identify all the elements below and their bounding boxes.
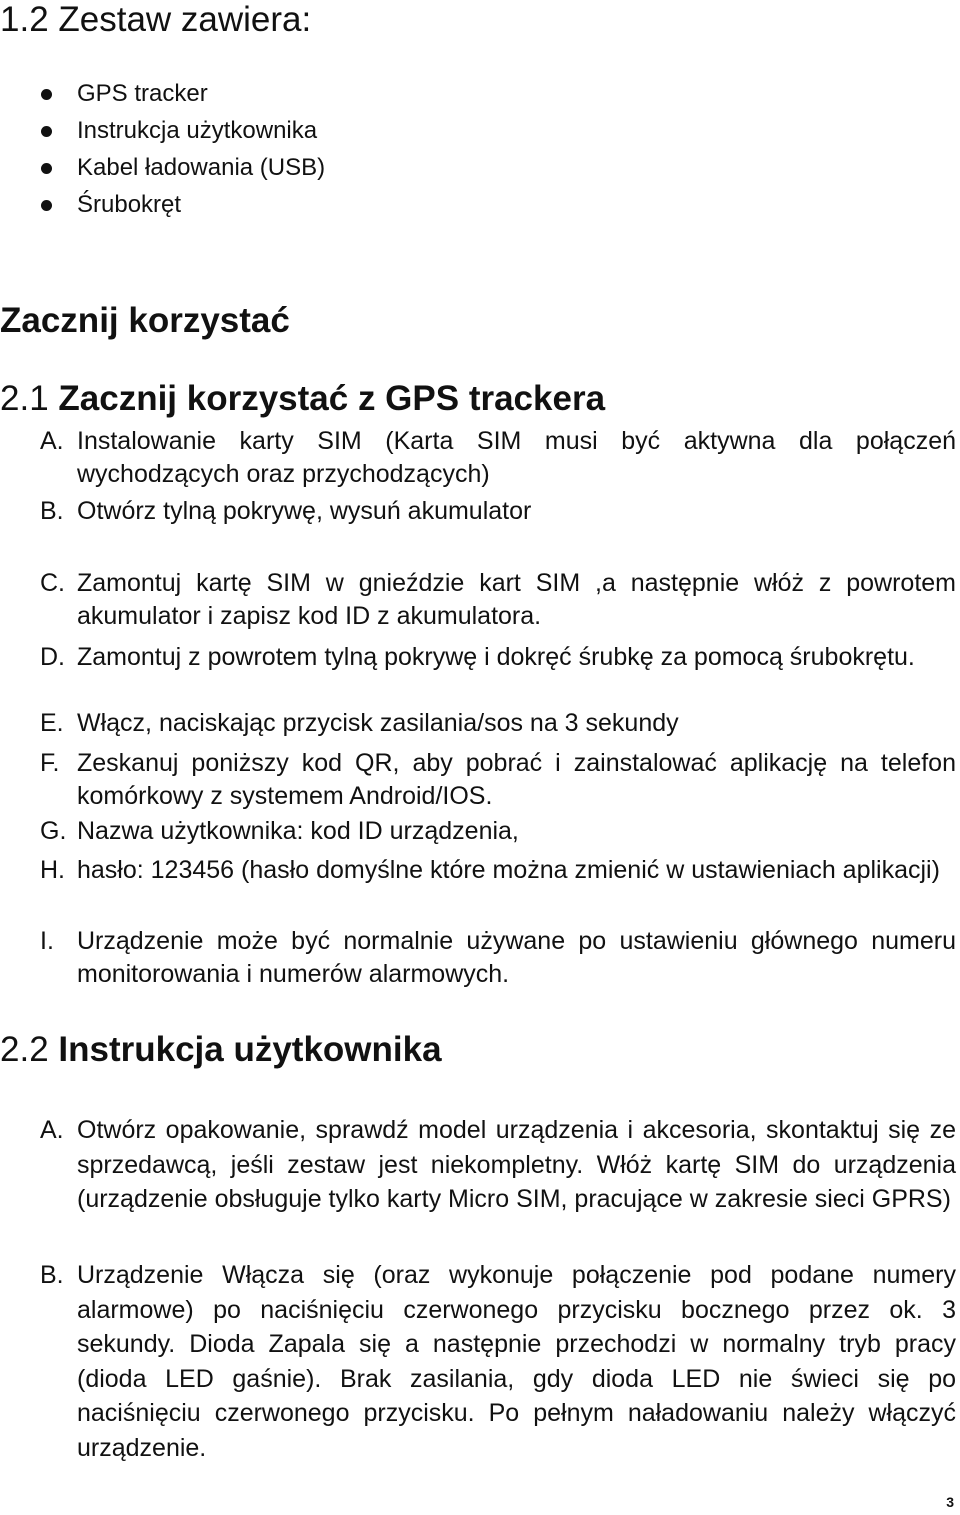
bullet-icon (41, 200, 52, 211)
step-label: B. (40, 497, 64, 525)
step-label: A. (40, 1116, 64, 1144)
step-text: Urządzenie może być normalnie używane po ustawieniu głównego numeru monitorowania i numerów alarmowych. (77, 927, 956, 988)
bullet-icon (41, 163, 52, 174)
list-item: Instrukcja użytkownika (77, 117, 318, 144)
step-label: I. (40, 927, 54, 955)
section-number: 2.1 (0, 379, 49, 418)
bullet-icon (41, 126, 52, 137)
step-label: B. (40, 1261, 64, 1289)
heading-start: Zacznij korzystać (0, 301, 290, 340)
step-label: C. (40, 569, 65, 597)
heading-contents: 1.2 Zestaw zawiera: (0, 0, 312, 39)
list-item: GPS tracker (77, 80, 208, 107)
section-title: Zacznij korzystać z GPS trackera (58, 379, 606, 418)
step-label: A. (40, 427, 64, 455)
section-number: 2.2 (0, 1030, 49, 1069)
step-text: Zamontuj kartę SIM w gnieździe kart SIM ,a następnie włóż z powrotem akumulator i zapisz kod ID z akumulatora. (77, 569, 956, 630)
step-label: H. (40, 856, 65, 884)
bullet-icon (41, 89, 52, 100)
section-2-1-heading (0, 379, 605, 419)
step-label: F. (40, 749, 60, 777)
step-text: Nazwa użytkownika: kod ID urządzenia, (77, 817, 519, 845)
section-title: Instrukcja użytkownika (58, 1030, 442, 1069)
page-number: 3 (946, 1494, 954, 1510)
step-text: Otwórz tylną pokrywę, wysuń akumulator (77, 497, 532, 525)
step-label: G. (40, 817, 67, 845)
list-item: Śrubokręt (77, 191, 182, 218)
step-text: Zeskanuj poniższy kod QR, aby pobrać i zainstalować aplikację na telefon komórkowy z systemem Android/IOS. (77, 749, 956, 810)
step-text: hasło: 123456 (hasło domyślne które można zmienić w ustawieniach aplikacji) (77, 856, 940, 884)
step-text: Włącz, naciskając przycisk zasilania/sos na 3 sekundy (77, 709, 679, 737)
section-2-2-heading (0, 1030, 442, 1070)
step-text: Otwórz opakowanie, sprawdź model urządzenia i akcesoria, skontaktuj się ze sprzedawcą, jeśli zestaw jest niekompletny. Włóż kartę SIM do urządzenia (urządzenie obsługuje tylko karty Micro SIM, pracujące w zakresie sieci GPRS) (77, 1116, 956, 1213)
step-label: E. (40, 709, 64, 737)
step-text: Zamontuj z powrotem tylną pokrywę i dokręć śrubkę za pomocą śrubokrętu. (77, 643, 915, 671)
step-label: D. (40, 643, 65, 671)
step-text: Instalowanie karty SIM (Karta SIM musi być aktywna dla połączeń wychodzących oraz przychodzących) (77, 427, 956, 488)
list-item: Kabel ładowania (USB) (77, 154, 326, 181)
step-text: Urządzenie Włącza się (oraz wykonuje połączenie pod podane numery alarmowe) po naciśnięciu czerwonego przycisku bocznego przez ok. 3 sekundy. Dioda Zapala się a następnie przechodzi w normalny tryb pracy (dioda LED gaśnie). Brak zasilania, gdy dioda LED nie świeci się po naciśnięciu czerwonego przycisku. Po pełnym naładowaniu należy włączyć urządzenie. (77, 1261, 956, 1462)
